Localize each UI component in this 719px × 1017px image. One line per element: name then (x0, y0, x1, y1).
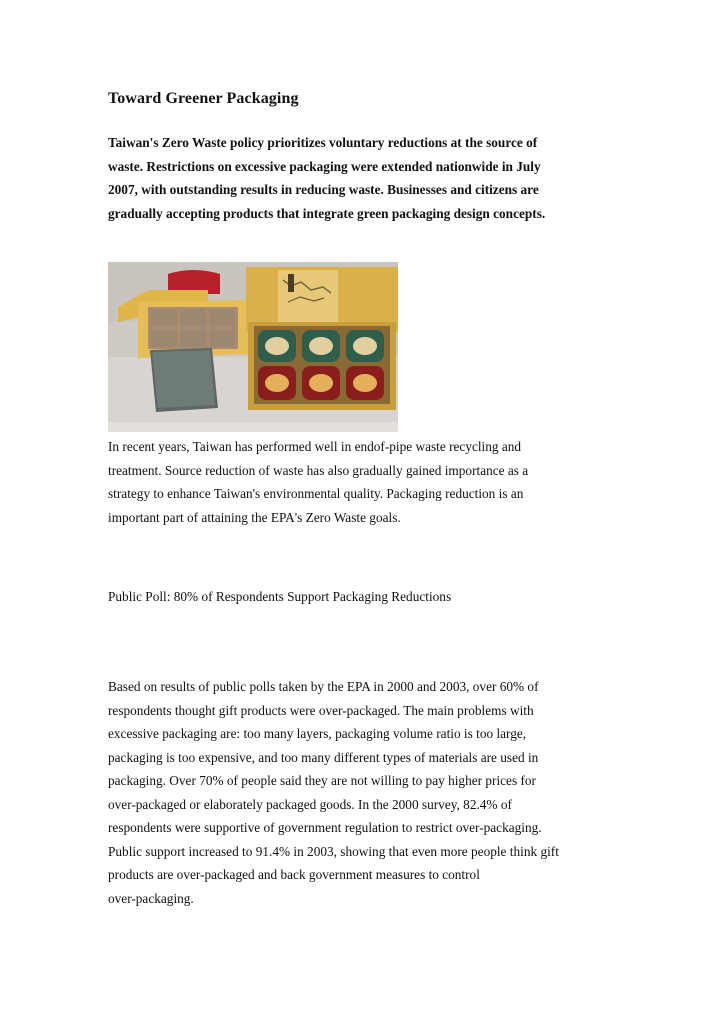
paragraph-line: products are over-packaged and back government measures to control (108, 867, 480, 882)
paragraph-line: excessive packaging are: too many layers, packaging volume ratio is too large, (108, 726, 527, 741)
paragraph-line: over-packaging. (108, 890, 194, 906)
lead-paragraph (108, 131, 608, 225)
body-paragraph-1 (108, 435, 608, 529)
paragraph-line: packaging is too expensive, and too many different types of materials are used in (108, 749, 539, 765)
paragraph-line: Based on results of public polls taken by the EPA in 2000 and 2003, over 60% of (108, 679, 539, 694)
paragraph-line: Public support increased to 91.4% in 2003, showing that even more people think gift (108, 843, 559, 859)
body-paragraph-2 (108, 675, 608, 910)
article-title: Toward Greener Packaging (108, 90, 299, 107)
paragraph-line: packaging. Over 70% of people said they are not willing to pay higher prices for (108, 773, 536, 788)
paragraph-line: treatment. Source reduction of waste has also gradually gained importance as a (108, 462, 529, 478)
lead-line: gradually accepting products that integrate green packaging design concepts. (108, 205, 546, 221)
paragraph-line: respondents thought gift products were over-packaged. The main problems with (108, 702, 534, 718)
paragraph-line: important part of attaining the EPA's Zero Waste goals. (108, 509, 401, 525)
paragraph-line: over-packaged or elaborately packaged goods. In the 2000 survey, 82.4% of (108, 796, 512, 812)
lead-line: Taiwan's Zero Waste policy prioritizes voluntary reductions at the source of (108, 135, 538, 150)
section-subheading: Public Poll: 80% of Respondents Support Packaging Reductions (108, 589, 452, 604)
lead-line: 2007, with outstanding results in reducing waste. Businesses and citizens are (108, 182, 539, 197)
lead-line: waste. Restrictions on excessive packaging were extended nationwide in July (108, 158, 541, 174)
paragraph-line: respondents were supportive of government regulation to restrict over-packaging. (108, 820, 542, 835)
paragraph-line: In recent years, Taiwan has performed well in endof-pipe waste recycling and (108, 439, 522, 454)
gift-box-photo (108, 262, 398, 432)
paragraph-line: strategy to enhance Taiwan's environmental quality. Packaging reduction is an (108, 486, 524, 501)
